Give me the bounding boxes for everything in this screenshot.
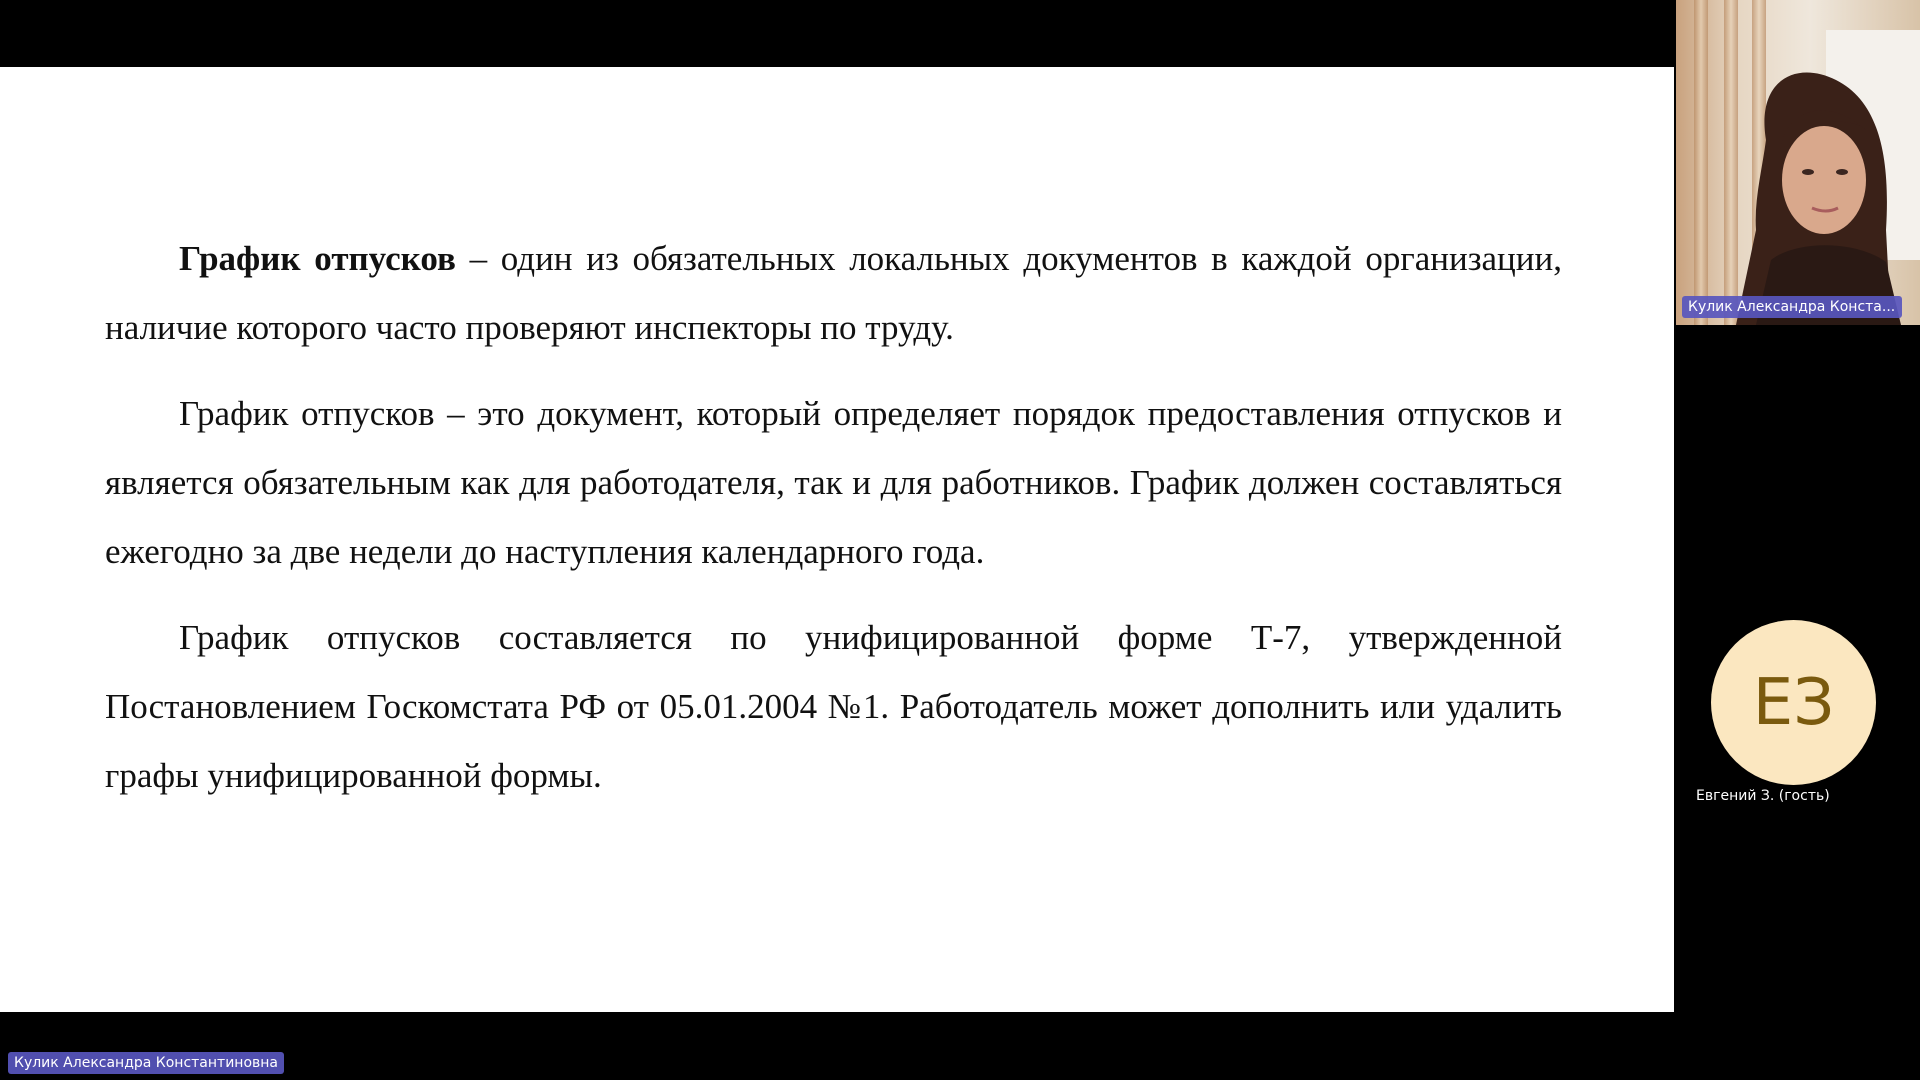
slide-paragraph-1-text: – один из обязательных локальных документов в каждой организации, наличие которого часто проверяют инспекторы по труду. [105, 239, 1562, 347]
shared-screen-slide [0, 67, 1674, 1012]
participant-video-feed [1676, 0, 1920, 325]
slide-paragraph-2 [105, 379, 1562, 586]
guest-name-label: Евгений З. (гость) [1696, 788, 1830, 804]
slide-paragraph-3 [105, 603, 1562, 810]
guest-avatar[interactable]: ЕЗ [1711, 620, 1876, 785]
slide-text-body [105, 224, 1562, 827]
participants-panel [1674, 0, 1920, 1080]
slide-paragraph-3-text: График отпусков составляется по унифицированной форме Т-7, утвержденной Постановлением Госкомстата РФ от 05.01.2004 №1. Работодатель может дополнить или удалить графы унифицированной формы. [105, 618, 1562, 795]
slide-paragraph-2-text: График отпусков – это документ, который определяет порядок предоставления отпусков и является обязательным как для работодателя, так и для работников. График должен составляться ежегодно за две недели до наступления календарного года. [105, 394, 1562, 571]
participant-name-tag: Кулик Александра Конста... [1682, 296, 1902, 318]
slide-paragraph-1-bold: График отпусков [179, 239, 456, 278]
presenter-name-tag: Кулик Александра Константиновна [8, 1052, 284, 1074]
slide-paragraph-1 [105, 224, 1562, 362]
participant-video-tile[interactable] [1676, 0, 1920, 325]
